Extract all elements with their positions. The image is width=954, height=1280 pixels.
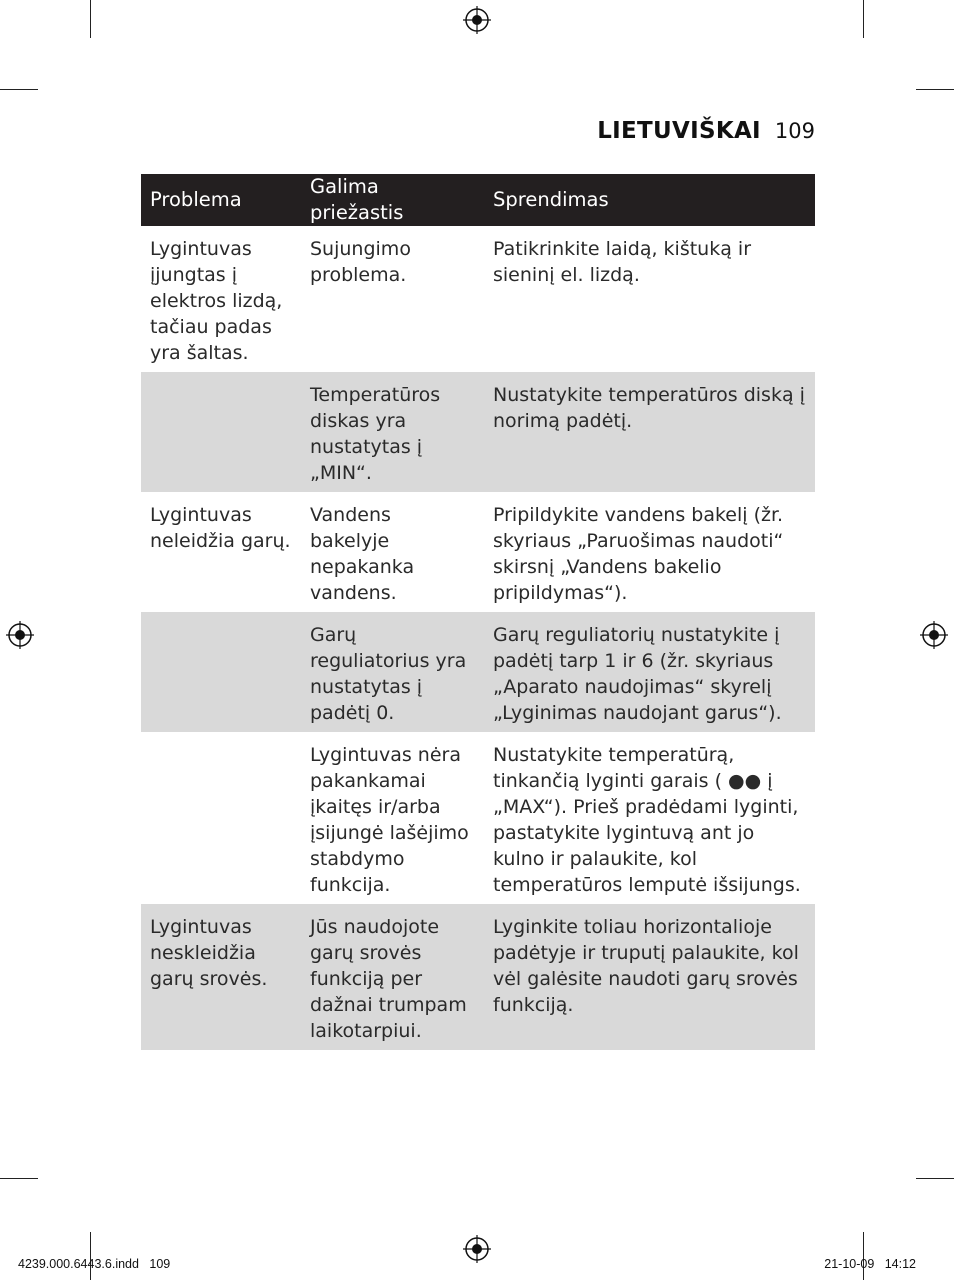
footer-file-info: 4239.000.6443.6.indd 109 <box>18 1257 171 1271</box>
column-header-problem: Problema <box>141 174 301 226</box>
cause-cell: Temperatūros diskas yra nustatytas į „MIN“. <box>301 372 484 492</box>
cause-cell: Sujungimo problema. <box>310 238 411 286</box>
table-row <box>141 372 815 492</box>
cause-cell: Lygintuvas nėra pakankamai įkaitęs ir/arba įsijungė lašėjimo stabdymo funkcija. <box>310 744 469 896</box>
troubleshooting-table <box>141 174 815 1050</box>
crop-mark-top-right-vertical <box>863 0 864 38</box>
crop-mark-bottom-left-vertical <box>90 1232 91 1280</box>
solution-cell: Pripildykite vandens bakelį (žr. skyriaus „Paruošimas naudoti“ skirsnį „Vandens bakelio pripildymas“). <box>493 504 784 604</box>
problem-cell <box>141 732 301 904</box>
crop-mark-bottom-right-vertical <box>863 1232 864 1280</box>
cause-cell: Vandens bakelyje nepakanka vandens. <box>310 504 415 604</box>
problem-cell: Lygintuvas neleidžia garų. <box>150 504 291 552</box>
page-number: 109 <box>774 119 815 143</box>
column-header-solution: Sprendimas <box>484 174 815 226</box>
problem-cell <box>141 372 301 492</box>
problem-cell: Lygintuvas neskleidžia garų srovės. <box>141 904 301 1050</box>
language-title: LIETUVIŠKAI <box>597 118 761 144</box>
solution-cell: Garų reguliatorių nustatykite į padėtį tarp 1 ir 6 (žr. skyriaus „Aparato naudojimas“ skyrelį „Lyginimas naudojant garus“). <box>484 612 815 732</box>
table-row <box>141 492 815 612</box>
problem-cell <box>141 612 301 732</box>
problem-cell: Lygintuvas įjungtas į elektros lizdą, tačiau padas yra šaltas. <box>150 238 283 364</box>
registration-mark-icon <box>462 1234 492 1264</box>
registration-mark-icon <box>919 620 949 650</box>
crop-mark-bottom-left-horizontal <box>0 1178 38 1179</box>
page-header <box>597 118 815 144</box>
solution-cell: Patikrinkite laidą, kištuką ir sieninį el. lizdą. <box>493 238 752 286</box>
table-row <box>141 732 815 904</box>
solution-cell: Lyginkite toliau horizontalioje padėtyje ir truputį palaukite, kol vėl galėsite naudoti garų srovės funkciją. <box>484 904 815 1050</box>
cause-cell: Garų reguliatorius yra nustatytas į padėtį 0. <box>301 612 484 732</box>
table-header-row <box>141 174 815 226</box>
registration-mark-icon <box>5 620 35 650</box>
footer-date-time: 21-10-09 14:12 <box>824 1257 916 1271</box>
crop-mark-top-left-horizontal <box>0 89 38 90</box>
crop-mark-top-left-vertical <box>90 0 91 38</box>
crop-mark-top-right-horizontal <box>916 89 954 90</box>
cause-cell: Jūs naudojote garų srovės funkciją per dažnai trumpam laikotarpiui. <box>301 904 484 1050</box>
crop-mark-bottom-right-horizontal <box>916 1178 954 1179</box>
column-header-cause: Galima priežastis <box>301 174 484 226</box>
solution-cell: Nustatykite temperatūros diską į norimą padėtį. <box>484 372 815 492</box>
table-row <box>141 904 815 1050</box>
table-row <box>141 226 815 372</box>
solution-cell: Nustatykite temperatūrą, tinkančią lyginti garais ( ●● į „MAX“). Prieš pradėdami lyginti, pastatykite lygintuvą ant jo kulno ir palaukite, kol temperatūros lemputė išsijungs. <box>493 744 801 896</box>
table-row <box>141 612 815 732</box>
registration-mark-icon <box>462 5 492 35</box>
